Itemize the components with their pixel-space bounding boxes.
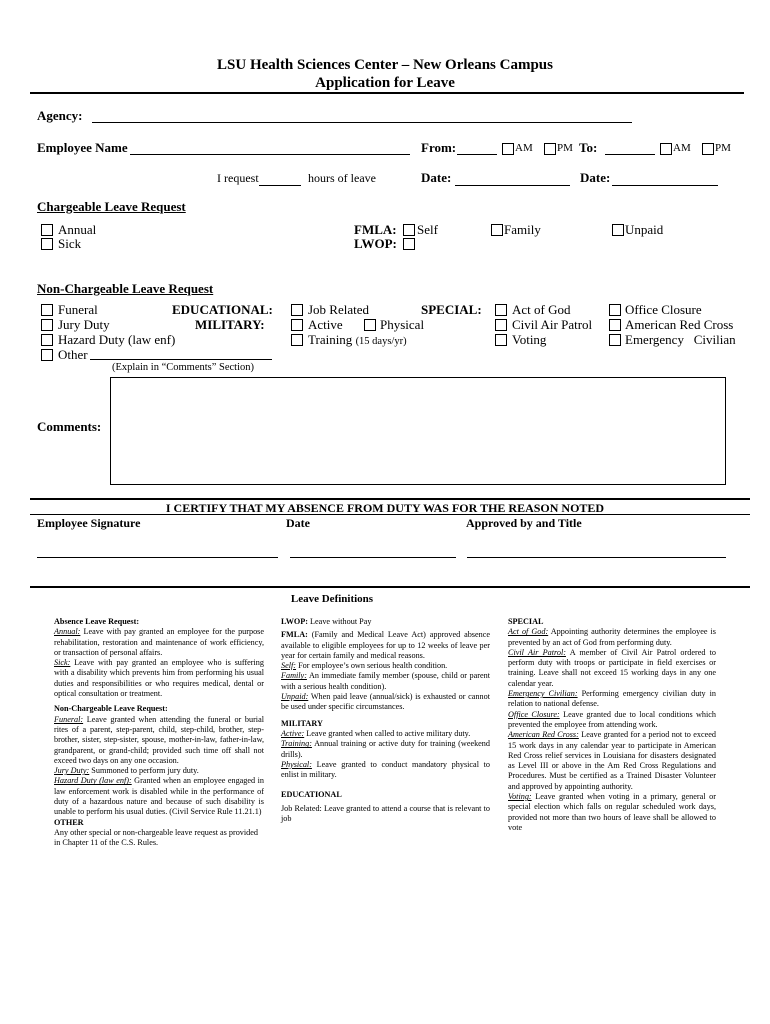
i-request-label: I request — [217, 171, 259, 185]
physical-checkbox[interactable] — [364, 319, 376, 331]
hazard-duty-label: Hazard Duty (law enf) — [58, 332, 176, 347]
physical-label: Physical — [380, 317, 425, 332]
emerg-text: Performing emergency civilian duty in relation to national defense. — [508, 689, 716, 709]
job-related-label: Job Related — [308, 302, 370, 317]
definitions-col3 — [508, 617, 716, 833]
approved-by-field[interactable] — [467, 557, 726, 558]
active-label: Active — [308, 317, 343, 332]
job-related-checkbox[interactable] — [291, 304, 303, 316]
voting-label: Voting — [512, 332, 547, 347]
emerg-term: Emergency Civilian: — [508, 689, 578, 699]
certify-divider — [30, 498, 750, 500]
american-red-cross-label: American Red Cross — [625, 317, 734, 332]
definitions-col1 — [54, 617, 264, 849]
jury-text: Summoned to perform jury duty. — [89, 766, 199, 776]
funeral-term: Funeral: — [54, 714, 84, 724]
office-closure-label: Office Closure — [625, 302, 702, 317]
nonchg-title: Non-Chargeable Leave Request: — [54, 704, 168, 714]
hazard-term: Hazard Duty (law enf): — [54, 776, 132, 786]
lwop-label: LWOP: — [354, 236, 397, 251]
other-checkbox[interactable] — [41, 349, 53, 361]
lwop-text: Leave without Pay — [308, 617, 372, 626]
god-term: Act of God: — [508, 627, 549, 637]
non-chargeable-heading: Non-Chargeable Leave Request — [37, 281, 214, 296]
annual-checkbox[interactable] — [41, 224, 53, 236]
other-label: Other — [58, 347, 88, 362]
other-title: OTHER — [54, 817, 84, 827]
hours-of-leave-label: hours of leave — [308, 171, 376, 185]
active-text: Leave granted when called to active military duty. — [304, 728, 471, 738]
family-text: An immediate family member (spouse, child or parent with a serious health condition). — [281, 671, 490, 691]
chargeable-heading: Chargeable Leave Request — [37, 199, 186, 214]
page-subtitle: Application for Leave — [315, 75, 455, 91]
voting-term: Voting: — [508, 792, 532, 802]
act-of-god-label: Act of God — [512, 302, 571, 317]
self-checkbox[interactable] — [403, 224, 415, 236]
family-label: Family — [504, 222, 541, 237]
lwop-checkbox[interactable] — [403, 238, 415, 250]
to-pm-checkbox[interactable] — [702, 143, 714, 155]
self-text: For employee’s own serious health condition. — [296, 661, 448, 671]
date-label-1: Date: — [421, 170, 452, 185]
from-field[interactable] — [457, 154, 497, 155]
employee-signature-field[interactable] — [37, 557, 278, 558]
definitions-divider — [30, 586, 750, 588]
annual-text: Leave with pay granted an employee for the purpose rehabilitation, restoration and maintenance of work efficiency, or transaction of personal affairs. — [54, 627, 264, 657]
comments-box[interactable] — [110, 377, 726, 485]
office-closure-checkbox[interactable] — [609, 304, 621, 316]
special-title: SPECIAL — [508, 617, 544, 626]
from-pm-checkbox[interactable] — [544, 143, 556, 155]
unpaid-checkbox[interactable] — [612, 224, 624, 236]
certify-statement: I CERTIFY THAT MY ABSENCE FROM DUTY WAS FOR THE REASON NOTED — [165, 501, 605, 515]
date-label-2: Date: — [580, 170, 611, 185]
emergency-civilian-label: Emergency Civilian — [625, 332, 736, 347]
sick-term: Sick: — [54, 658, 71, 668]
lwop-term: LWOP: — [281, 617, 308, 626]
funeral-label: Funeral — [58, 302, 98, 317]
training-label — [308, 332, 407, 348]
self-term: Self: — [281, 661, 297, 671]
date-field-2[interactable] — [612, 185, 718, 186]
fmla-term: FMLA: — [281, 630, 308, 640]
absence-title: Absence Leave Request: — [54, 617, 140, 626]
arc-term: American Red Cross: — [508, 730, 579, 740]
to-label: To: — [579, 140, 598, 155]
training-note: (15 days/yr) — [355, 336, 407, 347]
explain-note: (Explain in “Comments” Section) — [112, 362, 255, 373]
family-term: Family: — [281, 671, 307, 681]
from-am-label: AM — [515, 142, 533, 154]
closure-text: Leave granted due to local conditions which prevented the employee from attending work. — [508, 709, 716, 729]
sick-checkbox[interactable] — [41, 238, 53, 250]
date-field-1[interactable] — [455, 185, 570, 186]
header-divider — [30, 92, 744, 94]
american-red-cross-checkbox[interactable] — [609, 319, 621, 331]
emergency-civilian-checkbox[interactable] — [609, 334, 621, 346]
to-am-checkbox[interactable] — [660, 143, 672, 155]
military-label: MILITARY: — [195, 317, 265, 332]
from-pm-label: PM — [557, 142, 573, 154]
funeral-checkbox[interactable] — [41, 304, 53, 316]
educational-label: EDUCATIONAL: — [172, 302, 273, 317]
voting-text: Leave granted when voting in a primary, general or special election which falls on regular scheduled work days, provided not more than two hours of leave shall be allowed to vote — [508, 792, 716, 832]
arc-text: Leave granted for a period not to exceed 15 work days in any calendar year to participate in American Red Cross relief services in Louisiana for disasters designated as Level III or above in the Am Red Cross Regulations and Procedures. Must be certified as a Trained Disaster Volunteer and approved by appointing authority. — [508, 730, 716, 791]
agency-field[interactable] — [92, 122, 632, 123]
active-checkbox[interactable] — [291, 319, 303, 331]
jury-term: Jury Duty: — [54, 766, 90, 776]
from-am-checkbox[interactable] — [502, 143, 514, 155]
training-term: Training: — [281, 739, 312, 749]
approved-by-label: Approved by and Title — [466, 516, 582, 530]
unpaid-label: Unpaid — [625, 222, 664, 237]
sick-text: Leave with pay granted an employee who is suffering with a disability which prevents him from performing his usual duties and responsibilities or who requires medical, dental or optical consultation or treatment. — [54, 658, 264, 699]
civil-air-patrol-label: Civil Air Patrol — [512, 317, 593, 332]
job-related-text: Job Related: Leave granted to attend a course that is relevant to job — [281, 803, 490, 824]
training-def-text: Annual training or active duty for training (weekend drills). — [281, 739, 490, 759]
closure-term: Office Closure: — [508, 709, 560, 719]
other-text: Any other special or non-chargeable leave request as provided in Chapter 11 of the C.S. Rules. — [54, 827, 258, 848]
act-of-god-checkbox[interactable] — [495, 304, 507, 316]
comments-label: Comments: — [37, 419, 102, 434]
to-am-label: AM — [673, 142, 691, 154]
fmla-label: FMLA: — [354, 222, 397, 237]
unpaid-term: Unpaid: — [281, 692, 309, 702]
hours-field[interactable] — [259, 185, 301, 186]
special-label: SPECIAL: — [421, 302, 482, 317]
hazard-duty-checkbox[interactable] — [41, 334, 53, 346]
employee-name-label: Employee Name — [37, 140, 128, 155]
annual-label: Annual — [58, 222, 97, 237]
family-checkbox[interactable] — [491, 224, 503, 236]
other-field[interactable] — [90, 359, 272, 360]
god-text: Appointing authority determines the employee is prevented by an act of God from performing duty. — [508, 627, 716, 647]
unpaid-text: When paid leave (annual/sick) is exhausted or cannot be used under specific circumstances. — [281, 692, 490, 712]
training-text: Training — [308, 332, 353, 347]
annual-term: Annual: — [54, 627, 81, 637]
funeral-text: Leave granted when attending the funeral or burial rites of a parent, step-parent, child, step-child, brother, step-brother, sister, step-sister, spouse, mother-in-law, father-in-law, grandparent, or grand-child; provided such time off shall not exceed two days on any one occasion. — [54, 714, 264, 765]
civil-air-patrol-checkbox[interactable] — [495, 319, 507, 331]
voting-checkbox[interactable] — [495, 334, 507, 346]
self-label: Self — [417, 222, 438, 237]
from-label: From: — [421, 140, 457, 155]
employee-name-field[interactable] — [130, 154, 410, 155]
page-title: LSU Health Sciences Center – New Orleans Campus — [217, 57, 553, 73]
signature-date-field[interactable] — [290, 557, 456, 558]
definitions-col2 — [281, 617, 490, 824]
fmla-text: (Family and Medical Leave Act) approved absence available to eligible employees for up to 12 weeks of leave per year for certain family and medical reasons. — [281, 630, 490, 660]
definitions-heading: Leave Definitions — [290, 593, 374, 605]
physical-term: Physical: — [281, 759, 312, 769]
cap-text: A member of Civil Air Patrol ordered to perform duty with troops or participate in field exercises or training. Leave shall not exceed 15 working days in any one calendar year. — [508, 647, 716, 688]
to-pm-label: PM — [715, 142, 731, 154]
to-field[interactable] — [605, 154, 655, 155]
physical-text: Leave granted to conduct mandatory physical to enlist in military. — [281, 759, 490, 780]
agency-label: Agency: — [37, 108, 83, 123]
hazard-text: Granted when an employee engaged in law enforcement work is disabled while in the performance of duty of a hazardous nature and because of such disability is unable to perform his usual duties. (Civil Service Rule 11.21.1) — [54, 776, 264, 817]
jury-duty-label: Jury Duty — [58, 317, 110, 332]
jury-duty-checkbox[interactable] — [41, 319, 53, 331]
military-title: MILITARY — [281, 718, 323, 728]
employee-signature-label: Employee Signature — [37, 516, 141, 530]
certify-rule — [30, 514, 750, 515]
educational-title: EDUCATIONAL — [281, 790, 342, 800]
training-checkbox[interactable] — [291, 334, 303, 346]
sick-label: Sick — [58, 236, 82, 251]
cap-term: Civil Air Patrol: — [508, 647, 566, 657]
active-term: Active: — [281, 728, 305, 738]
signature-date-label: Date — [286, 516, 310, 530]
